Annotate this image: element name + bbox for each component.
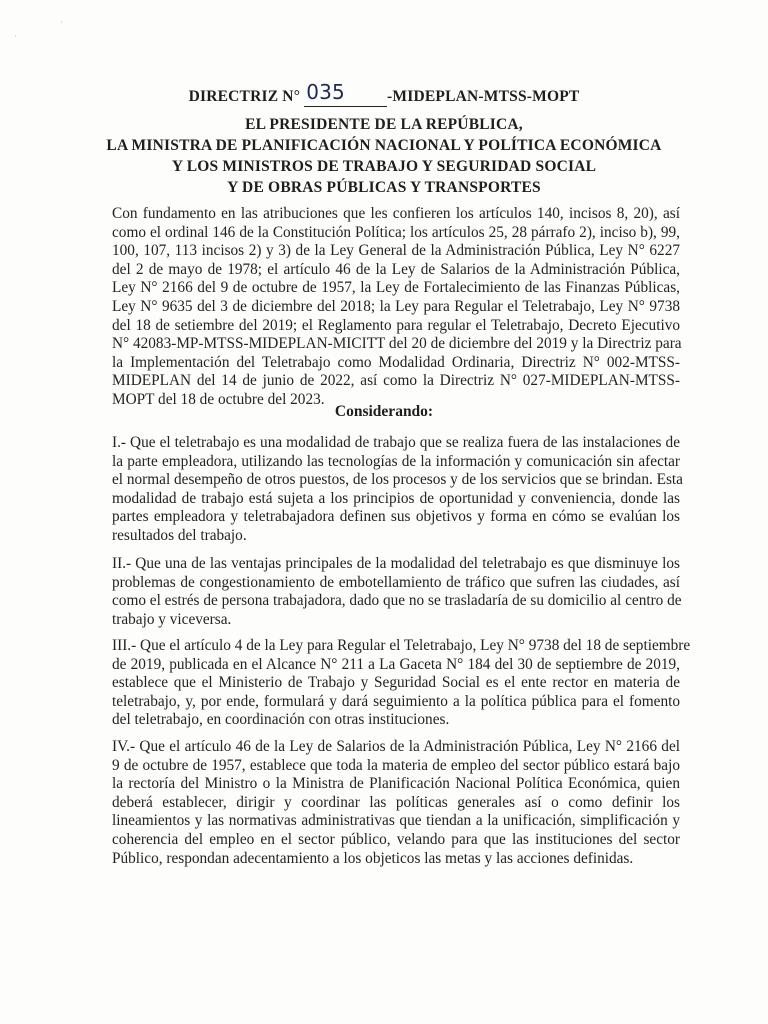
considerando-heading: Considerando: bbox=[334, 403, 434, 420]
considerando-paragraph-iii bbox=[112, 637, 691, 730]
text-line: del 2 de mayo de 1978; el artículo 46 de la Ley de Salarios de la Administración Pública, bbox=[112, 260, 680, 278]
heading-line: Y LOS MINISTROS DE TRABAJO Y SEGURIDAD SOCIAL bbox=[171, 158, 597, 175]
text-line: la rectoría del Ministro o la Ministra de Planificación Nacional Política Económica, quien bbox=[112, 775, 680, 793]
text-line: problemas de congestionamiento de embotellamiento de tráfico que sufren las ciudades, así bbox=[112, 573, 680, 591]
text-line: teletrabajo, y, por ende, formulará y dará seguimiento a la política pública para el fomento bbox=[112, 692, 680, 710]
text-line: I.- Que el teletrabajo es una modalidad de trabajo que se realiza fuera de las instalaciones de bbox=[112, 434, 680, 451]
text-line: lineamientos y las normativas administrativas que tiendan a la unificación, simplificación y bbox=[112, 812, 680, 830]
text-line: MIDEPLAN del 14 de junio de 2022, así como la Directriz N° 027-MIDEPLAN-MTSS- bbox=[112, 372, 680, 390]
heading-line: Y DE OBRAS PÚBLICAS Y TRANSPORTES bbox=[227, 179, 541, 196]
text-line: partes empleadora y teletrabajadora definen sus objetivos y forma en cómo se evalúan los bbox=[112, 508, 680, 526]
text-line: II.- Que una de las ventajas principales de la modalidad del teletrabajo es que disminuye los bbox=[112, 555, 680, 572]
directive-title bbox=[0, 82, 768, 107]
directive-suffix: -MIDEPLAN-MTSS-MOPT bbox=[387, 88, 580, 105]
text-line: Con fundamento en las atribuciones que les confieren los artículos 140, incisos 8, 20), así bbox=[112, 205, 680, 222]
text-line: resultados del trabajo. bbox=[112, 526, 247, 544]
text-line: del 18 de setiembre del 2019; el Reglamento para regular el Teletrabajo, Decreto Ejecutivo bbox=[112, 316, 680, 334]
text-line: III.- Que el artículo 4 de la Ley para Regular el Teletrabajo, Ley N° 9738 del 18 de septiembre bbox=[112, 637, 691, 654]
directive-number: 035 bbox=[306, 80, 345, 104]
text-line: de 2019, publicada en el Alcance N° 211 a La Gaceta N° 184 del 30 de septiembre de 2019, bbox=[112, 655, 680, 673]
text-line: como el estrés de persona trabajadora, dado que no se trasladaría de su domicilio al centro de bbox=[112, 592, 682, 610]
text-line: del teletrabajo, en coordinación con otras instituciones. bbox=[112, 711, 450, 729]
heading-line: EL PRESIDENTE DE LA REPÚBLICA, bbox=[245, 116, 523, 133]
text-line: 100, 107, 113 incisos 2) y 3) de la Ley General de la Administración Pública, Ley N° 6227 bbox=[112, 242, 680, 260]
text-line: la parte empleadora, utilizando las tecnologías de la información y comunicación sin afectar bbox=[112, 452, 680, 470]
text-line: establece que el Ministerio de Trabajo y Seguridad Social es el ente rector en materia de bbox=[112, 674, 680, 692]
heading-line: LA MINISTRA DE PLANIFICACIÓN NACIONAL Y POLÍTICA ECONÓMICA bbox=[106, 137, 662, 154]
text-line: modalidad de trabajo está sujeta a los principios de oportunidad y conveniencia, donde las bbox=[112, 489, 680, 507]
directive-number-blank bbox=[304, 82, 387, 107]
considerando-paragraph-i bbox=[112, 434, 683, 546]
text-line: Ley N° 9635 del 3 de diciembre del 2018; la Ley para Regular el Teletrabajo, Ley N° 9738 bbox=[112, 297, 680, 315]
scan-speck: · bbox=[14, 32, 17, 41]
text-line: Público, respondan adecentamiento a los objeticos las metas y las acciones definidas. bbox=[112, 849, 634, 867]
text-line: 9 de octubre de 1957, establece que toda la materia de empleo del sector público estará bajo bbox=[112, 756, 680, 774]
scan-speck: · bbox=[60, 18, 63, 27]
considerando-paragraph-iv bbox=[112, 738, 680, 868]
text-line: deberá establecer, dirigir y coordinar las políticas generales así o como definir los bbox=[112, 793, 680, 811]
text-line: MOPT del 18 de octubre del 2023. bbox=[112, 390, 325, 408]
text-line: la Implementación del Teletrabajo como Modalidad Ordinaria, Directriz N° 002-MTSS- bbox=[112, 353, 680, 371]
issuing-authorities bbox=[0, 114, 768, 198]
considerando-paragraph-ii bbox=[112, 555, 680, 629]
text-line: el normal desempeño de otros puestos, de los procesos y de los servicios que se brindan. Esta bbox=[112, 471, 683, 489]
text-line: trabajo y viceversa. bbox=[112, 610, 232, 628]
text-line: N° 42083-MP-MTSS-MIDEPLAN-MICITT del 20 de diciembre del 2019 y la Directriz para bbox=[112, 335, 682, 353]
directive-prefix: DIRECTRIZ N° bbox=[188, 88, 301, 105]
text-line: como el ordinal 146 de la Constitución Política; los artículos 25, 28 párrafo 2), inciso b), 99, bbox=[112, 223, 680, 241]
text-line: Ley N° 2166 del 9 de octubre de 1957, la Ley de Fortalecimiento de las Finanzas Públicas, bbox=[112, 279, 680, 297]
text-line: coherencia del empleo en el sector público, velando para que las instituciones del sector bbox=[112, 830, 680, 848]
preamble-paragraph bbox=[112, 205, 680, 410]
text-line: IV.- Que el artículo 46 de la Ley de Salarios de la Administración Pública, Ley N° 2166 del bbox=[112, 738, 680, 755]
